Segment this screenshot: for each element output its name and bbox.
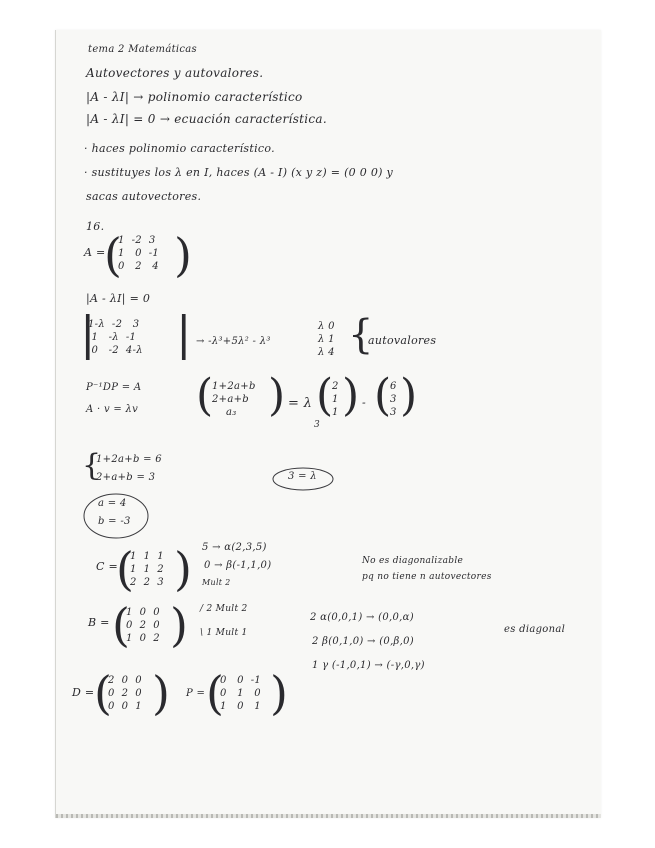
- rhs-left-paren: (: [374, 370, 392, 421]
- vector-right-paren: ): [268, 370, 286, 421]
- lambda-vec-right-paren: ): [342, 370, 360, 421]
- det-right-bar: |: [176, 306, 192, 360]
- solution-a: a = 4: [98, 498, 127, 509]
- eigenvalues-label: autovalores: [368, 334, 437, 347]
- matrix-c-note-1: No es diagonalizable: [362, 556, 464, 566]
- small-three: 3: [314, 420, 321, 430]
- system-eq-1: 1+2a+b = 6: [96, 454, 162, 465]
- matrix-b-rows: 1 0 0 0 2 0 1 0 2: [126, 607, 160, 644]
- matrix-a-label: A =: [84, 246, 106, 259]
- def-char-poly: |A - λI| → polinomio característico: [86, 90, 303, 104]
- rhs-vector: 6 3 3: [390, 381, 397, 418]
- eigenvalue-list: λ 0 λ 1 λ 4: [318, 321, 335, 358]
- matrix-b-eigvec-3: 1 γ (-1,0,1) → (-γ,0,γ): [312, 660, 425, 671]
- exercise-number: 16.: [86, 220, 105, 233]
- matrix-c-right-paren: ): [174, 542, 192, 596]
- matrix-b-mult-1: / 2 Mult 2: [200, 604, 248, 614]
- matrix-p-label: P =: [186, 688, 206, 699]
- matrix-d-left-paren: (: [94, 666, 112, 720]
- matrix-b-right-paren: ): [170, 598, 188, 652]
- method-step-3: sacas autovectores.: [86, 190, 202, 203]
- eigen-brace: {: [348, 312, 374, 358]
- lambda-vec-left-paren: (: [316, 370, 334, 421]
- method-step-2: · sustituyes los λ en I, haces (A - I) (x y z) = (0 0 0) y: [84, 166, 394, 179]
- matrix-b-eigvec-1: 2 α(0,0,1) → (0,0,α): [310, 612, 414, 623]
- char-equation: |A - λI| = 0: [86, 292, 151, 305]
- matrix-a-left-paren: (: [104, 228, 122, 282]
- notebook-page: [55, 30, 601, 818]
- vector-rows: 1+2a+b 2+a+b a₃: [212, 381, 256, 418]
- matrix-d-right-paren: ): [152, 666, 170, 720]
- matrix-b-eigvec-2: 2 β(0,1,0) → (0,β,0): [312, 636, 414, 647]
- matrix-c-left-paren: (: [116, 542, 134, 596]
- lambda-vector: 2 1 1: [332, 381, 339, 418]
- det-left-bar: |: [80, 306, 96, 360]
- matrix-d-rows: 2 0 0 0 2 0 0 0 1: [108, 675, 142, 712]
- system-eq-2: 2+a+b = 3: [96, 472, 156, 483]
- matrix-b-left-paren: (: [112, 598, 130, 652]
- matrix-b-note: es diagonal: [504, 624, 566, 635]
- system-brace: {: [82, 448, 102, 483]
- matrix-d-label: D =: [72, 686, 95, 699]
- det-result: → -λ³+5λ² - λ³: [196, 336, 271, 347]
- eigen-relation: A · v = λv: [86, 404, 139, 415]
- pdp-relation: P⁻¹DP = A: [86, 382, 142, 393]
- matrix-c-eigen-2: 0 → β(-1,1,0): [204, 560, 272, 571]
- matrix-c-label: C =: [96, 560, 119, 573]
- matrix-a-right-paren: ): [174, 228, 192, 282]
- heading-topic: tema 2 Matemáticas: [88, 44, 197, 55]
- matrix-c-eigen-1: 5 → α(2,3,5): [202, 542, 267, 553]
- matrix-p-rows: 0 0 -1 0 1 0 1 0 1: [220, 675, 262, 712]
- minus-sign: -: [362, 396, 367, 409]
- circled-lambda: 3 = λ: [288, 471, 317, 482]
- def-char-eq: |A - λI| = 0 → ecuación característica.: [86, 112, 328, 126]
- vector-left-paren: (: [196, 370, 214, 421]
- matrix-b-mult-2: \ 1 Mult 1: [200, 628, 248, 638]
- matrix-c-mult: Mult 2: [202, 578, 231, 587]
- matrix-b-label: B =: [88, 616, 110, 629]
- method-step-1: · haces polinomio característico.: [84, 142, 275, 155]
- solution-b: b = -3: [98, 516, 131, 527]
- matrix-c-rows: 1 1 1 1 1 2 2 2 3: [130, 551, 164, 588]
- matrix-c-note-2: pq no tiene n autovectores: [362, 572, 492, 582]
- det-rows: 1-λ -2 3 1 -λ -1 0 -2 4-λ: [88, 319, 143, 356]
- matrix-a-rows: 1 -2 3 1 0 -1 0 2 4: [118, 235, 160, 272]
- heading-eigen: Autovectores y autovalores.: [86, 66, 264, 80]
- matrix-p-left-paren: (: [206, 666, 224, 720]
- rhs-right-paren: ): [400, 370, 418, 421]
- equals-lambda: = λ: [288, 396, 313, 411]
- matrix-p-right-paren: ): [270, 666, 288, 720]
